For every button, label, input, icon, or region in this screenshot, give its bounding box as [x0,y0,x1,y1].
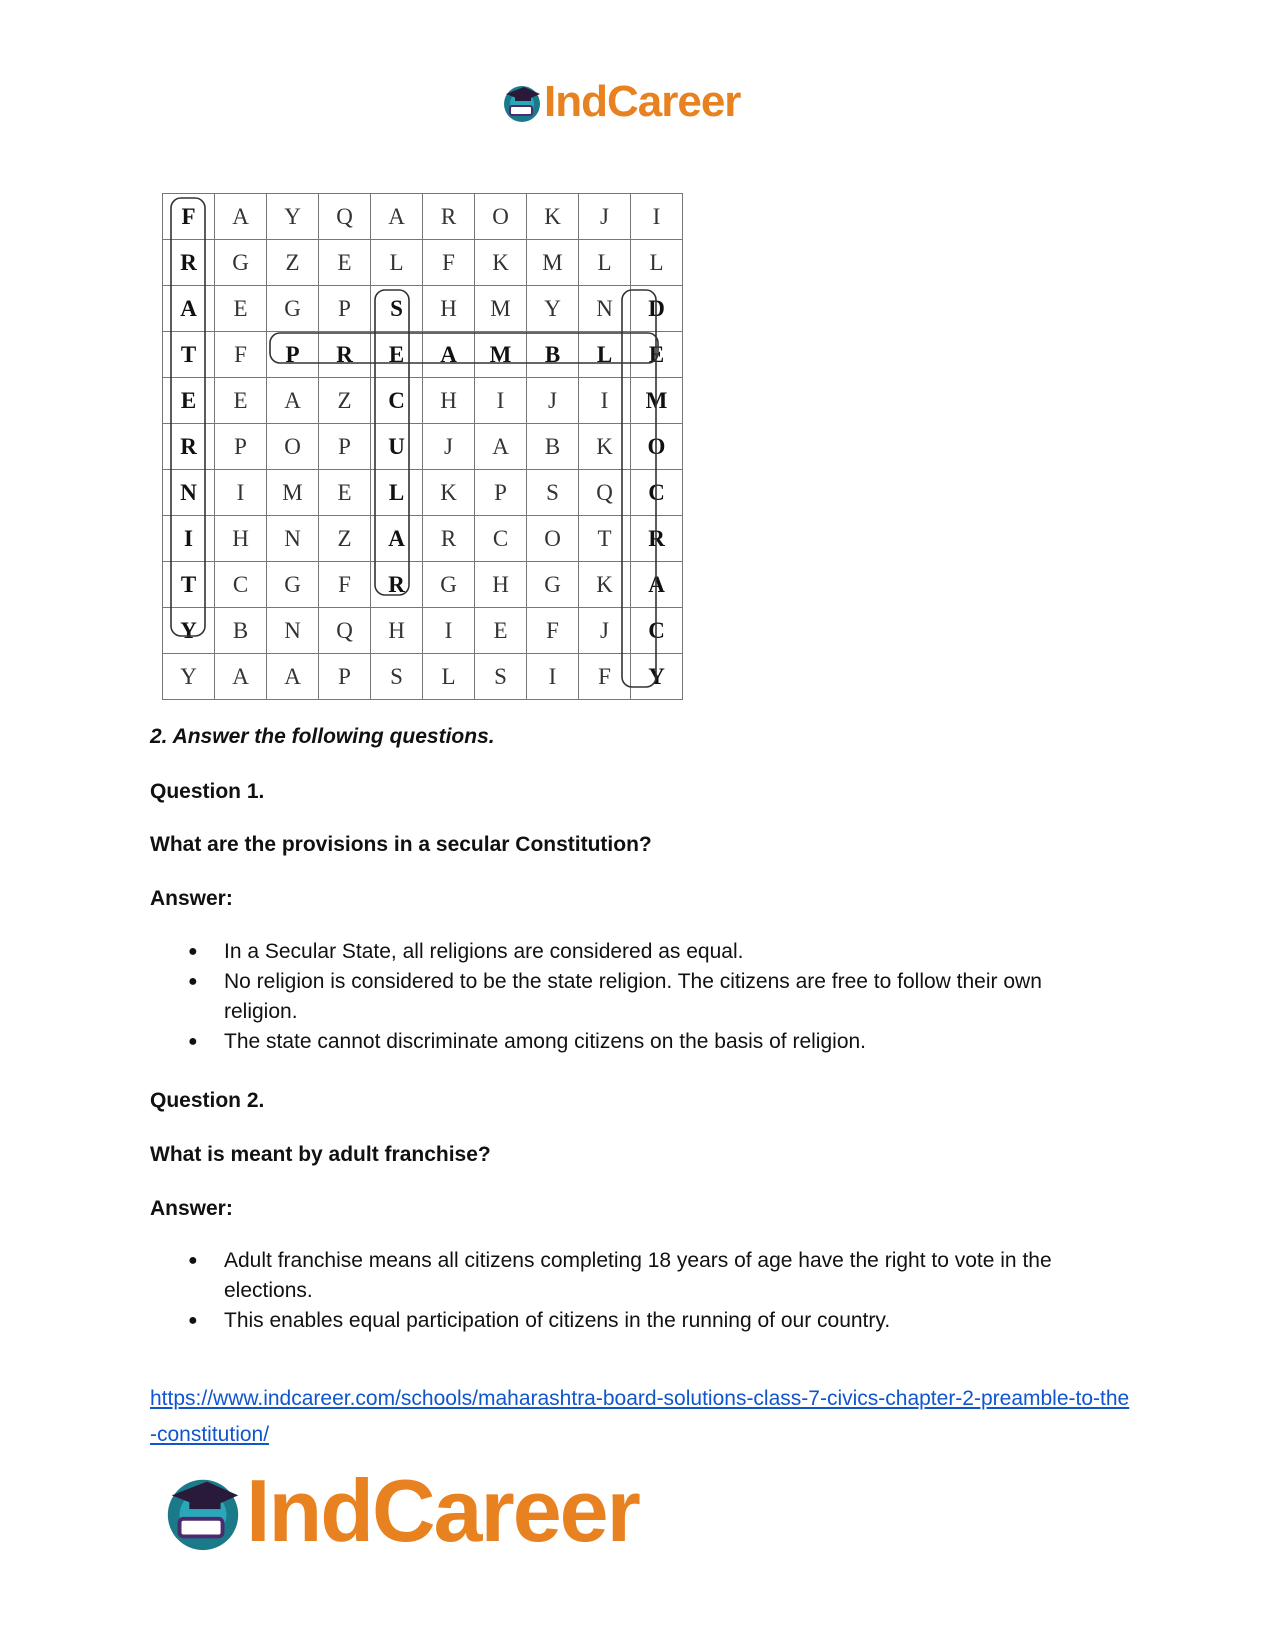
grid-cell: F [527,608,579,654]
grid-cell: P [267,332,319,378]
word-search-puzzle [162,193,684,705]
grid-cell: K [423,470,475,516]
grid-cell: Z [267,240,319,286]
grid-row [163,240,683,286]
grid-cell: H [215,516,267,562]
grid-cell: E [631,332,683,378]
grid-cell: O [475,194,527,240]
grid-cell: R [423,194,475,240]
indcareer-logo-bottom [160,1461,639,1560]
grid-cell: R [319,332,371,378]
grid-cell: O [527,516,579,562]
grid-cell: A [215,194,267,240]
grid-cell: I [579,378,631,424]
grid-cell: Y [631,654,683,700]
grid-cell: A [371,194,423,240]
grid-cell: T [163,332,215,378]
grid-cell: J [579,608,631,654]
grid-cell: N [267,608,319,654]
grid-cell: E [319,240,371,286]
grid-cell: K [527,194,579,240]
grid-cell: I [527,654,579,700]
grid-cell: F [163,194,215,240]
section-heading: 2. Answer the following questions. [150,725,495,748]
logo-text-career: Career [371,1461,639,1560]
grid-cell: A [267,654,319,700]
grid-cell: Z [319,378,371,424]
grid-cell: I [163,516,215,562]
graduation-cap-globe-icon [500,80,544,124]
grid-cell: P [319,286,371,332]
grid-cell: N [579,286,631,332]
grid-cell: Q [319,608,371,654]
grid-cell: M [475,286,527,332]
grid-cell: I [215,470,267,516]
grid-cell: B [527,424,579,470]
grid-cell: Y [163,608,215,654]
logo-text-ind: Ind [246,1461,372,1560]
grid-row [163,470,683,516]
grid-cell: S [475,654,527,700]
grid-cell: S [371,286,423,332]
grid-cell: N [267,516,319,562]
grid-cell: K [475,240,527,286]
grid-cell: S [371,654,423,700]
grid-row [163,608,683,654]
grid-cell: B [215,608,267,654]
grid-cell: O [267,424,319,470]
grid-row [163,654,683,700]
grid-cell: P [475,470,527,516]
question-2-answer-label: Answer: [150,1197,233,1220]
grid-cell: H [475,562,527,608]
grid-cell: M [475,332,527,378]
list-item: ● This enables equal participation of citizens in the running of our country. [150,1306,1120,1336]
grid-cell: U [371,424,423,470]
question-2-text: What is meant by adult franchise? [150,1143,491,1166]
grid-row [163,424,683,470]
grid-cell: C [215,562,267,608]
list-item: ● Adult franchise means all citizens completing 18 years of age have the right to vote in the elections. [150,1246,1104,1306]
grid-cell: R [371,562,423,608]
grid-cell: Q [319,194,371,240]
indcareer-logo-top [500,78,740,126]
grid-cell: H [423,378,475,424]
grid-cell: K [579,424,631,470]
grid-cell: Z [319,516,371,562]
question-1-label: Question 1. [150,780,265,803]
grid-cell: P [319,654,371,700]
grid-cell: Y [163,654,215,700]
grid-cell: K [579,562,631,608]
grid-cell: J [527,378,579,424]
grid-cell: D [631,286,683,332]
graduation-cap-globe-icon [160,1468,246,1554]
grid-cell: L [423,654,475,700]
grid-cell: T [163,562,215,608]
grid-cell: C [475,516,527,562]
grid-cell: J [579,194,631,240]
grid-cell: G [527,562,579,608]
grid-cell: F [319,562,371,608]
grid-row [163,562,683,608]
grid-cell: G [267,562,319,608]
grid-cell: M [527,240,579,286]
grid-cell: E [475,608,527,654]
grid-row [163,286,683,332]
grid-cell: G [423,562,475,608]
grid-cell: L [371,470,423,516]
word-search-grid [162,193,683,700]
grid-cell: E [215,286,267,332]
grid-cell: L [371,240,423,286]
grid-cell: A [475,424,527,470]
grid-cell: R [163,424,215,470]
grid-cell: F [579,654,631,700]
grid-cell: E [163,378,215,424]
grid-cell: C [631,470,683,516]
list-item: ● No religion is considered to be the state religion. The citizens are free to follow their own religion. [150,967,1104,1027]
grid-cell: N [163,470,215,516]
grid-row [163,332,683,378]
grid-cell: C [371,378,423,424]
grid-cell: Y [267,194,319,240]
grid-cell: G [267,286,319,332]
grid-cell: G [215,240,267,286]
grid-cell: P [215,424,267,470]
grid-row [163,516,683,562]
grid-cell: M [631,378,683,424]
grid-cell: L [631,240,683,286]
grid-row [163,194,683,240]
grid-cell: R [631,516,683,562]
source-link[interactable]: https://www.indcareer.com/schools/maharashtra-board-solutions-class-7-civics-chapter-2-preamble-to-the-constitution/ [150,1387,1130,1446]
grid-cell: L [579,240,631,286]
grid-cell: J [423,424,475,470]
grid-cell: A [631,562,683,608]
question-2-answer-list [150,1246,1120,1336]
grid-cell: E [215,378,267,424]
grid-cell: F [423,240,475,286]
grid-cell: A [215,654,267,700]
grid-cell: T [579,516,631,562]
grid-cell: I [631,194,683,240]
grid-cell: F [215,332,267,378]
logo-text-career: Career [606,77,741,126]
grid-cell: E [319,470,371,516]
grid-cell: R [163,240,215,286]
list-item: ● The state cannot discriminate among citizens on the basis of religion. [150,1027,1120,1057]
grid-cell: S [527,470,579,516]
grid-cell: Q [579,470,631,516]
grid-cell: R [423,516,475,562]
grid-cell: A [423,332,475,378]
grid-cell: L [579,332,631,378]
grid-cell: B [527,332,579,378]
grid-cell: Y [527,286,579,332]
question-1-text: What are the provisions in a secular Constitution? [150,833,652,856]
grid-cell: H [423,286,475,332]
grid-cell: A [163,286,215,332]
grid-cell: H [371,608,423,654]
grid-cell: I [423,608,475,654]
grid-row [163,378,683,424]
question-1-answer-label: Answer: [150,887,233,910]
grid-cell: O [631,424,683,470]
logo-text-ind: Ind [544,77,607,126]
question-1-answer-list [150,937,1120,1057]
question-2-label: Question 2. [150,1089,265,1112]
grid-cell: C [631,608,683,654]
grid-cell: I [475,378,527,424]
grid-cell: E [371,332,423,378]
grid-cell: A [267,378,319,424]
list-item: ● In a Secular State, all religions are considered as equal. [150,937,1120,967]
grid-cell: P [319,424,371,470]
grid-cell: M [267,470,319,516]
grid-cell: A [371,516,423,562]
